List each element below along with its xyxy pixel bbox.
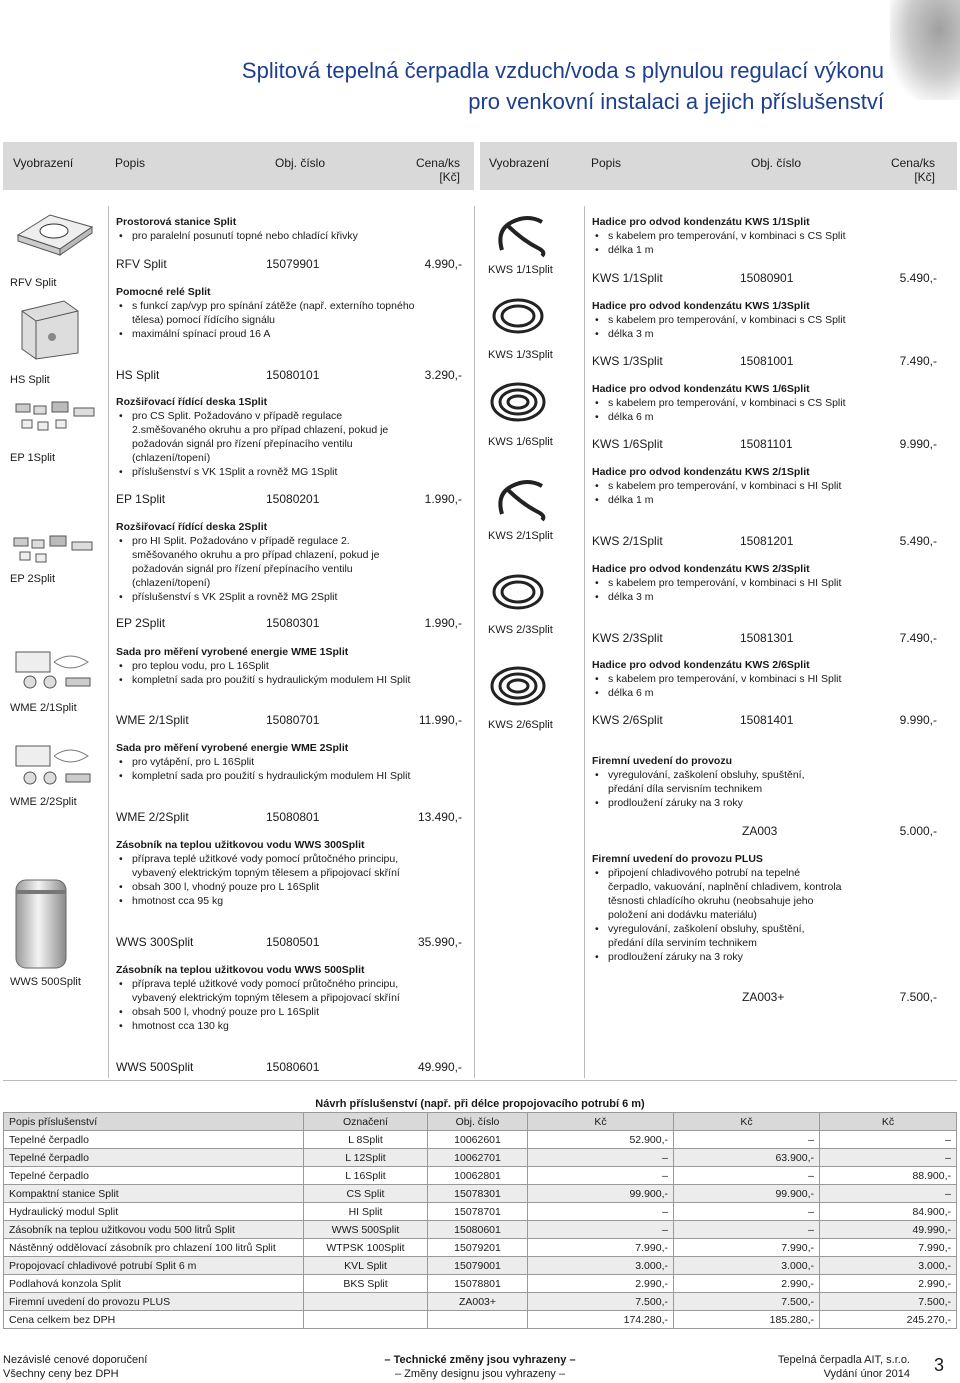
table-row [4,1311,957,1329]
table-row [4,1203,957,1221]
footer-note: Všechny ceny bez DPH [3,1368,119,1380]
product-block [116,395,416,479]
hose-image [486,660,552,712]
price: 5.490,- [899,534,937,548]
page-subtitle: pro venkovní instalaci a jejich příslušenství [468,89,884,114]
footer-right [778,1353,910,1381]
bullet: • s funkcí zap/vyp pro spínání zátěže (např. externího topného tělesa) pomocí řídícího signálu [116,299,416,327]
order-number: ZA003 [742,824,778,838]
divider [3,1080,957,1081]
model: RFV Split [116,257,167,271]
price: 35.990,- [417,935,462,949]
header-image: Vyobrazení [13,156,74,170]
model: KWS 2/6Split [592,713,663,727]
model: KWS 2/1Split [592,534,663,548]
divider [108,206,109,1078]
table-cell: 3.000,- [820,1257,957,1275]
board-kit-image [10,534,98,564]
model: WWS 300Split [116,935,194,949]
footer-note: Nezávislé cenové doporučení [3,1354,148,1366]
hose-image [486,290,552,342]
product-label: KWS 2/6Split [488,719,553,731]
table-cell: Zásobník na teplou užitkovou vodu 500 litrů Split [4,1221,304,1239]
product-block [592,562,952,604]
price: 7.490,- [899,354,937,368]
order-number: 15080201 [266,492,320,506]
table-cell: 15079201 [428,1239,528,1257]
product-block [116,215,466,243]
header-order: Obj. číslo [751,156,802,170]
price: 3.290,- [424,368,462,382]
product-block [116,838,416,908]
price: 9.990,- [899,713,937,727]
bullet: • pro paralelní posunutí topné nebo chladící křivky [116,229,466,243]
bullet: • prodloužení záruky na 3 roky [592,950,842,964]
price: 7.490,- [899,631,937,645]
table-header-right [480,142,957,190]
table-cell: 3.000,- [674,1257,820,1275]
table-cell: WTPSK 100Split [304,1239,428,1257]
order-number: 15081101 [740,437,793,451]
table-cell [304,1293,428,1311]
product-label: KWS 1/1Split [488,264,553,276]
table-cell: – [528,1149,674,1167]
hose-image [492,474,552,524]
product-block [592,465,952,507]
table-cell: Hydraulický modul Split [4,1203,304,1221]
footer-note: – Změny designu jsou vyhrazeny – [395,1368,565,1380]
bullet: • s kabelem pro temperování, v kombinaci s HI Split [592,672,952,686]
table-cell: – [820,1131,957,1149]
bullet: • s kabelem pro temperování, v kombinaci s HI Split [592,576,952,590]
header-price: Cena/ks [Kč] [415,156,460,184]
table-cell: 185.280,- [674,1311,820,1329]
bullet: • kompletní sada pro použití s hydraulickým modulem HI Split [116,673,416,687]
table-cell: 10062801 [428,1167,528,1185]
order-number: ZA003+ [742,990,785,1004]
table-cell [428,1311,528,1329]
product-title: Sada pro měření vyrobené energie WME 2Split [116,742,349,754]
bullet: • hmotnost cca 130 kg [116,1019,416,1033]
price: 9.990,- [899,437,937,451]
table-cell: 2.990,- [820,1275,957,1293]
table-cell: ZA003+ [428,1293,528,1311]
page-title: Splitová tepelná čerpadla vzduch/voda s plynulou regulací výkonu [241,58,884,83]
table-cell: CS Split [304,1185,428,1203]
product-label: WME 2/1Split [10,702,77,714]
bullet: • délka 6 m [592,410,952,424]
table-cell: – [674,1131,820,1149]
order-number: 15081001 [740,354,794,368]
bullet: • kompletní sada pro použití s hydraulickým modulem HI Split [116,769,416,783]
table-cell: – [528,1167,674,1185]
table-cell: L 16Split [304,1167,428,1185]
column-header: Kč [820,1113,957,1131]
order-number: 15080801 [266,810,320,824]
product-title: Sada pro měření vyrobené energie WME 1Split [116,646,349,658]
table-cell: 10062601 [428,1131,528,1149]
relay-image [14,297,84,361]
table-cell: Propojovací chladivové potrubí Split 6 m [4,1257,304,1275]
water-tank-image [12,876,74,972]
table-cell: 2.990,- [528,1275,674,1293]
sky-photo [890,0,960,100]
product-block [116,285,416,341]
table-cell: Tepelné čerpadlo [4,1131,304,1149]
accessories-table [3,1112,957,1329]
product-label: KWS 2/1Split [488,530,553,542]
product-title: Hadice pro odvod kondenzátu KWS 2/3Split [592,563,810,575]
column-header: Kč [528,1113,674,1131]
order-number: 15080901 [740,271,794,285]
price: 4.990,- [424,257,462,271]
table-cell: 10062701 [428,1149,528,1167]
table-row [4,1293,957,1311]
price: 5.490,- [899,271,937,285]
hose-image [486,566,552,618]
product-label: WWS 500Split [10,976,81,988]
footer-center [360,1353,600,1381]
header-image: Vyobrazení [489,156,550,170]
model: KWS 1/1Split [592,271,663,285]
product-label: EP 2Split [10,573,56,585]
table-cell: – [674,1203,820,1221]
table-cell: – [820,1185,957,1203]
product-title: Prostorová stanice Split [116,216,237,228]
product-block [116,741,416,783]
product-title: Rozšiřovací řídící deska 1Split [116,396,268,408]
price: 13.490,- [417,810,462,824]
table-cell: – [528,1203,674,1221]
table-cell: 15078701 [428,1203,528,1221]
product-label: KWS 2/3Split [488,624,553,636]
table-cell: – [528,1221,674,1239]
product-block [116,645,416,687]
footer-note: Tepelná čerpadla AIT, s.r.o. [777,1354,910,1366]
header-desc: Popis [115,156,146,170]
table-cell: 88.900,- [820,1167,957,1185]
room-station-image [10,205,102,257]
table-cell: 15080601 [428,1221,528,1239]
model: KWS 1/3Split [592,354,663,368]
bullet: • délka 1 m [592,243,952,257]
product-label: WME 2/2Split [10,796,77,808]
service-block [592,852,842,964]
table-cell: – [820,1149,957,1167]
table-cell: 2.990,- [674,1275,820,1293]
table-cell: 245.270,- [820,1311,957,1329]
table-header-row [4,1113,957,1131]
product-label: EP 1Split [10,452,56,464]
table-cell: 49.990,- [820,1221,957,1239]
table-cell: 3.000,- [528,1257,674,1275]
table-cell: Tepelné čerpadlo [4,1167,304,1185]
bullet: • hmotnost cca 95 kg [116,894,416,908]
energy-meter-image [10,648,100,692]
price: 11.990,- [418,713,462,727]
bullet: • délka 3 m [592,327,952,341]
table-cell: 7.990,- [820,1239,957,1257]
bullet: • pro HI Split. Požadováno v případě regulace 2. směšovaného okruhu a pro případ chlazení, pokud je požadován signál pro řízení přepínacího ventilu (chlazení/topení) [116,534,416,590]
product-label: KWS 1/3Split [488,349,553,361]
model: KWS 2/3Split [592,631,663,645]
table-row [4,1239,957,1257]
divider [474,206,475,1078]
bullet: • příprava teplé užitkové vody pomocí průtočného principu, vybavený elektrickým topným tělesem a připojovací skříní [116,977,416,1005]
table-row [4,1275,957,1293]
model: EP 1Split [116,492,166,506]
bullet: • pro CS Split. Požadováno v případě regulace 2.směšovaného okruhu a pro případ chlazení, pokud je požadován signál pro řízení přepínacího ventilu (chlazení/topení) [116,409,416,465]
order-number: 15081201 [740,534,794,548]
table-cell: BKS Split [304,1275,428,1293]
product-block [116,520,416,604]
price: 1.990,- [424,616,462,630]
column-header: Označení [304,1113,428,1131]
header-order: Obj. číslo [275,156,326,170]
table-header-left [3,142,474,190]
table-cell: 52.900,- [528,1131,674,1149]
bullet: • pro teplou vodu, pro L 16Split [116,659,416,673]
table-cell: Firemní uvedení do provozu PLUS [4,1293,304,1311]
table-cell: 7.500,- [674,1293,820,1311]
column-header: Popis příslušenství [4,1113,304,1131]
product-label: KWS 1/6Split [488,436,553,448]
footer-note: Vydání únor 2014 [823,1368,910,1380]
table-row [4,1221,957,1239]
bullet: • vyregulování, zaškolení obsluhy, spuštění, předání díla servisním technikem [592,768,842,796]
product-title: Zásobník na teplou užitkovou vodu WWS 300Split [116,839,365,851]
table-cell [304,1311,428,1329]
table-row [4,1185,957,1203]
accessories-title: Návrh příslušenství (např. při délce propojovacího potrubí 6 m) [315,1098,645,1110]
table-cell: L 8Split [304,1131,428,1149]
product-title: Zásobník na teplou užitkovou vodu WWS 500Split [116,964,365,976]
divider [584,206,585,1078]
price: 49.990,- [417,1060,462,1074]
order-number: 15080501 [266,935,320,949]
table-cell: – [674,1167,820,1185]
bullet: • příslušenství s VK 1Split a rovněž MG 1Split [116,465,416,479]
product-block [116,963,416,1033]
table-cell: 15079001 [428,1257,528,1275]
table-cell: – [674,1221,820,1239]
bullet: • příprava teplé užitkové vody pomocí průtočného principu, vybavený elektrickým topným tělesem a připojovací skříní [116,852,416,880]
bullet: • obsah 300 l, vhodný pouze pro L 16Split [116,880,416,894]
hose-image [486,376,552,428]
price: 5.000,- [899,824,937,838]
table-cell: 7.500,- [820,1293,957,1311]
column-header: Obj. číslo [428,1113,528,1131]
table-row [4,1149,957,1167]
table-cell: 7.990,- [674,1239,820,1257]
table-cell: 84.900,- [820,1203,957,1221]
product-title: Hadice pro odvod kondenzátu KWS 2/6Split [592,659,810,671]
header-desc: Popis [591,156,622,170]
bullet: • připojení chladivového potrubí na tepelné čerpadlo, vakuování, naplnění chladivem, kontrola těsnosti chladícího okruhu (neobsahuje jeho položení ani dodávku materiálu) [592,866,842,922]
order-number: 15080301 [266,616,320,630]
board-kit-image [12,398,100,436]
table-cell: 174.280,- [528,1311,674,1329]
bullet: • s kabelem pro temperování, v kombinaci s CS Split [592,313,952,327]
table-cell: WWS 500Split [304,1221,428,1239]
order-number: 15080101 [266,368,320,382]
bullet: • s kabelem pro temperování, v kombinaci s CS Split [592,229,952,243]
model: HS Split [116,368,160,382]
bullet: • délka 1 m [592,493,952,507]
product-label: RFV Split [10,277,57,289]
bullet: • maximální spínací proud 16 A [116,327,416,341]
service-title: Firemní uvedení do provozu PLUS [592,853,763,865]
header-price: Cena/ks [Kč] [890,156,935,184]
energy-meter-image [10,742,100,790]
footer-note: – Technické změny jsou vyhrazeny – [384,1354,576,1366]
product-title: Hadice pro odvod kondenzátu KWS 1/1Split [592,216,810,228]
bullet: • s kabelem pro temperování, v kombinaci s HI Split [592,479,952,493]
model: EP 2Split [116,616,166,630]
service-block [592,754,842,810]
model: KWS 1/6Split [592,437,663,451]
product-label: HS Split [10,374,50,386]
model: WWS 500Split [116,1060,194,1074]
order-number: 15080701 [266,713,320,727]
bullet: • příslušenství s VK 2Split a rovněž MG 2Split [116,590,416,604]
table-row [4,1257,957,1275]
bullet: • pro vytápění, pro L 16Split [116,755,416,769]
table-cell: Nástěnný oddělovací zásobník pro chlazení 100 litrů Split [4,1239,304,1257]
bullet: • prodloužení záruky na 3 roky [592,796,842,810]
product-block [592,215,952,257]
product-block [592,299,952,341]
order-number: 15081301 [740,631,794,645]
bullet: • s kabelem pro temperování, v kombinaci s CS Split [592,396,952,410]
table-cell: 15078301 [428,1185,528,1203]
table-cell: Tepelné čerpadlo [4,1149,304,1167]
order-number: 15081401 [740,713,794,727]
table-cell: 99.900,- [528,1185,674,1203]
table-cell: 15078801 [428,1275,528,1293]
page-number: 3 [933,1355,944,1375]
product-title: Hadice pro odvod kondenzátu KWS 2/1Split [592,466,810,478]
model: WME 2/2Split [116,810,189,824]
hose-image [492,210,552,260]
product-block [592,658,952,700]
table-cell: HI Split [304,1203,428,1221]
table-cell: 99.900,- [674,1185,820,1203]
bullet: • obsah 500 l, vhodný pouze pro L 16Split [116,1005,416,1019]
bullet: • vyregulování, zaškolení obsluhy, spuštění, předání díla serviním technikem [592,922,842,950]
table-row [4,1131,957,1149]
product-block [592,382,952,424]
product-title: Pomocné relé Split [116,286,211,298]
price: 7.500,- [899,990,937,1004]
table-cell: Podlahová konzola Split [4,1275,304,1293]
table-cell: 7.990,- [528,1239,674,1257]
footer-left [3,1353,147,1381]
column-header: Kč [674,1113,820,1131]
order-number: 15079901 [266,257,320,271]
bullet: • délka 3 m [592,590,952,604]
product-title: Hadice pro odvod kondenzátu KWS 1/3Split [592,300,810,312]
service-title: Firemní uvedení do provozu [592,755,733,767]
model: WME 2/1Split [116,713,189,727]
price: 1.990,- [424,492,462,506]
table-cell: L 12Split [304,1149,428,1167]
table-cell: KVL Split [304,1257,428,1275]
order-number: 15080601 [266,1060,320,1074]
product-title: Rozšiřovací řídící deska 2Split [116,521,268,533]
table-row [4,1167,957,1185]
table-cell: 7.500,- [528,1293,674,1311]
table-cell: Cena celkem bez DPH [4,1311,304,1329]
bullet: • délka 6 m [592,686,952,700]
table-cell: 63.900,- [674,1149,820,1167]
product-title: Hadice pro odvod kondenzátu KWS 1/6Split [592,383,810,395]
table-cell: Kompaktní stanice Split [4,1185,304,1203]
